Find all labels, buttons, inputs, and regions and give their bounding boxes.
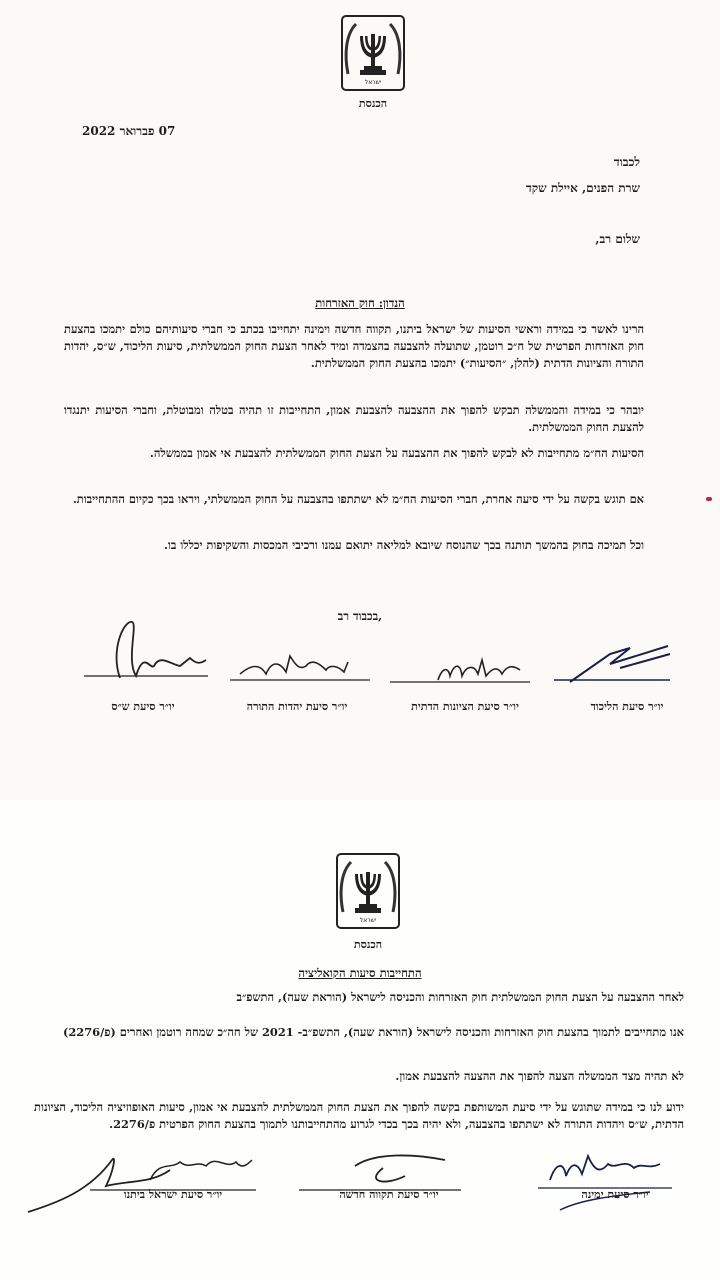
paragraph-5: וכל תמיכה בחוק בהמשך תותנה בכך שהנוסח שיובא למליאה יתואם עמנו ורכיבי המכסות והשקיפות יכללו בו. — [164, 538, 644, 552]
signatory-title-torah-judaism: יו״ר סיעת יהדות התורה — [246, 700, 348, 713]
paragraph-3: הסיעות הח״מ מתחייבות לא לבקש להפוך את ההצבעה על הצעת החוק הממשלתית להצבעת אי אמון בממשלה. — [149, 446, 644, 460]
coalition-commitment-title: התחייבות סיעות הקואליציה — [298, 966, 422, 980]
signature-yisrael-beiteinu — [20, 1140, 260, 1220]
signature-religious-zionism — [390, 640, 540, 700]
signature-torah-judaism — [230, 636, 380, 696]
letter-date: 07 פברואר 2022 — [82, 124, 176, 138]
p2-paragraph-2: אנו מתחייבים לתמוך בהצעת חוק האזרחות והכניסה לישראל (הוראת שעה), התשפ״ב- 2021 של חה״כ שמחה רוטמן ואחרים (פ/2276) — [62, 1025, 684, 1039]
ink-stain — [706, 497, 712, 501]
knesset-label: הכנסת — [358, 97, 388, 110]
signatory-title-yisrael-beiteinu: יו״ר סיעת ישראל ביתנו — [123, 1188, 223, 1201]
recipient: שרת הפנים, איילת שקד — [525, 181, 640, 195]
letter-page-2 — [0, 800, 720, 1280]
signatory-title-yamina: יו״ר סיעת ימינה — [581, 1188, 649, 1201]
signature-yamina — [530, 1140, 680, 1220]
p2-paragraph-4: ידוע לנו כי במידה שתוגש על ידי סיעת המשותפת בקשה להפוך את הצעת החוק הממשלתית להצבעת אי אמון, סיעות האופוזיציה הליכוד, הציונות הדתית, ש״ס ויהדות התורה לא ישתתפו בהצבעה, ולא יהיה בכך בכדי לגרוע מהתחייבותנו לתמוך בהצעת החוק הפרטית פ/2276. — [34, 1100, 684, 1131]
signatory-title-new-hope: יו״ר סיעת תקווה חדשה — [339, 1188, 439, 1201]
greeting: שלום רב, — [595, 232, 640, 246]
closing: בכבוד רב, — [337, 609, 383, 623]
p2-paragraph-3: לא תהיה מצד הממשלה הצעה להפוך את ההצעה להצבעת אמון. — [395, 1069, 684, 1083]
paragraph-2: יובהר כי במידה והממשלה תבקש להפוך את ההצבעה להצבעת אמון, התחייבות זו תהיה בטלה ומבוטלת, וחברי הסיעות יתנגדו להצעת החוק הממשלתית. — [64, 403, 644, 434]
knesset-label: הכנסת — [353, 938, 383, 951]
subject-line: הנדון: חוק האזרחות — [315, 296, 405, 310]
knesset-emblem-icon — [334, 852, 402, 930]
knesset-emblem-icon — [340, 14, 406, 92]
svg-text:ישראל: ישראל — [364, 79, 382, 86]
paragraph-4: אם תוגש בקשה על ידי סיעה אחרת, חברי הסיעות הח״מ לא ישתתפו בהצבעה על החוק הממשלתי, ויראו בכך כקיום ההתחייבות. — [72, 492, 644, 506]
p2-paragraph-1: לאחר ההצבעה על הצעת החוק הממשלתית חוק האזרחות והכניסה לישראל (הוראת שעה), התשפ״ב — [236, 990, 684, 1004]
signature-shas — [80, 610, 220, 690]
svg-text:ישראל: ישראל — [359, 917, 377, 924]
signatory-title-religious-zionism: יו״ר סיעת הציונות הדתית — [411, 700, 519, 713]
signatory-title-likud: יו״ר סיעת הליכוד — [590, 700, 664, 713]
signature-likud — [550, 638, 690, 698]
signatory-title-shas: יו״ר סיעת ש״ס — [111, 700, 175, 713]
paragraph-1: הרינו לאשר כי במידה וראשי הסיעות של ישראל ביתנו, תקווה חדשה וימינה יתחייבו בכתב כי חברי סיעותיהם כולם יתמכו בהצעת חוק האזרחות הפרטית של ח״כ רוטמן, שתועלה להצבעה בהצמדה ומיד לאחר הצעת החוק הממשלתית, סיעות הליכוד, ש״ס, יהדות התורה והציונות הדתית (להלן, ״הסיעות״) יתמכו בהצעת החוק הממשלתית. — [64, 322, 644, 370]
to-honor: לכבוד — [613, 155, 640, 169]
